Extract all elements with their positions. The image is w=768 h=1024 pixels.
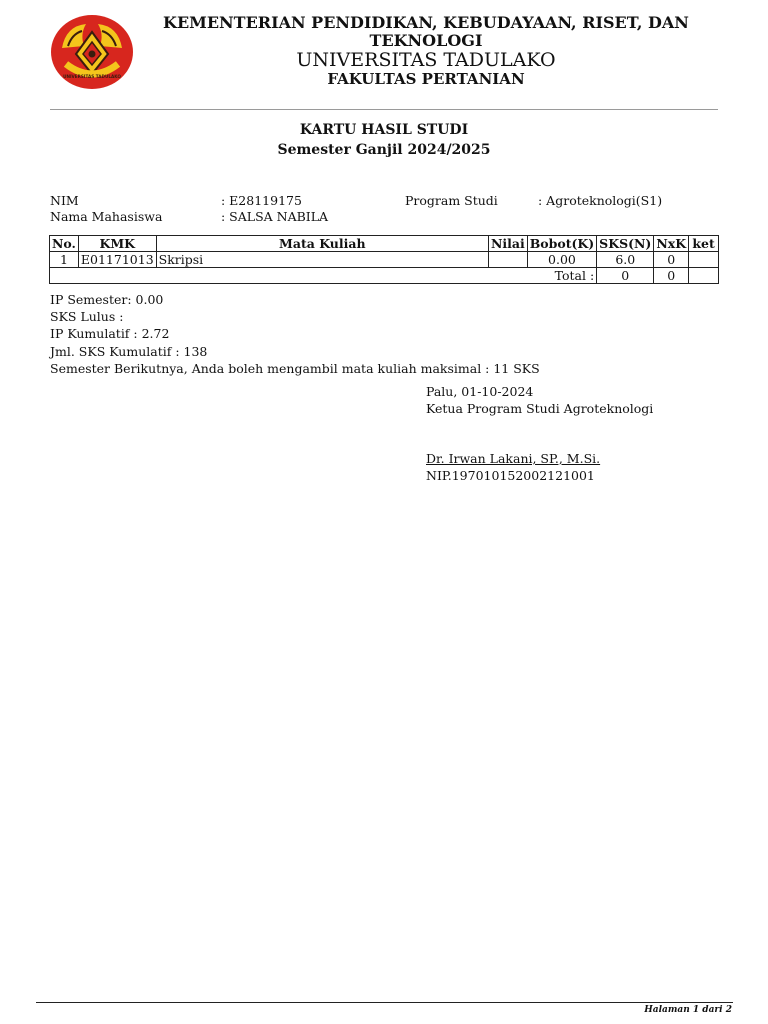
university-name: UNIVERSITAS TADULAKO xyxy=(296,48,556,71)
university-logo xyxy=(50,14,134,90)
page-number: Halaman 1 dari 2 xyxy=(644,1005,732,1015)
sks-lulus: SKS Lulus : xyxy=(50,309,124,325)
signer-position: Ketua Program Studi Agroteknologi xyxy=(426,401,654,416)
place-date: Palu, 01-10-2024 xyxy=(426,384,534,399)
cell-nilai xyxy=(488,252,527,268)
document-title: KARTU HASIL STUDI xyxy=(299,122,469,138)
header-ket: ket xyxy=(689,236,719,252)
total-sks: 0 xyxy=(597,268,654,284)
header-nilai: Nilai xyxy=(488,236,527,252)
cell-bobot: 0.00 xyxy=(527,252,596,268)
name-label: Nama Mahasiswa xyxy=(50,209,163,224)
program-value: : Agroteknologi(S1) xyxy=(538,193,663,208)
header-kmk: KMK xyxy=(78,236,156,252)
logo-text: UNIVERSITAS TADULAKO xyxy=(63,74,121,79)
header-divider xyxy=(50,109,718,110)
header-nxk: NxK xyxy=(654,236,689,252)
ip-semester: IP Semester: 0.00 xyxy=(50,292,164,307)
cell-nxk: 0 xyxy=(654,252,689,268)
study-summary xyxy=(50,291,540,377)
grades-table xyxy=(49,235,719,284)
cell-ket xyxy=(689,252,719,268)
total-nxk: 0 xyxy=(654,268,689,284)
cell-course: Skripsi xyxy=(156,252,488,268)
header-course: Mata Kuliah xyxy=(156,236,488,252)
letterhead xyxy=(150,14,702,88)
header-sks: SKS(N) xyxy=(597,236,654,252)
nim-value: : E28119175 xyxy=(221,193,302,208)
program-label: Program Studi xyxy=(405,193,498,208)
cell-kmk: E01171013 xyxy=(78,252,156,268)
nim-label: NIM xyxy=(50,193,79,208)
semester-title: Semester Ganjil 2024/2025 xyxy=(277,142,491,158)
cell-sks: 6.0 xyxy=(597,252,654,268)
header-no: No. xyxy=(50,236,79,252)
signer-name: Dr. Irwan Lakani, SP., M.Si. xyxy=(426,451,601,466)
cell-no: 1 xyxy=(50,252,79,268)
jml-sks-kumulatif: Jml. SKS Kumulatif : 138 xyxy=(50,343,208,359)
ministry-name: KEMENTERIAN PENDIDIKAN, KEBUDAYAAN, RISET, DAN TEKNOLOGI xyxy=(163,13,689,50)
header-bobot: Bobot(K) xyxy=(527,236,596,252)
name-value: : SALSA NABILA xyxy=(221,209,329,224)
total-ket xyxy=(689,268,719,284)
table-total-row xyxy=(50,268,719,284)
faculty-name: FAKULTAS PERTANIAN xyxy=(327,70,525,89)
ip-kumulatif: IP Kumulatif : 2.72 xyxy=(50,326,170,342)
table-header-row xyxy=(50,236,719,252)
total-label: Total : xyxy=(50,268,597,284)
next-semester-note: Semester Berikutnya, Anda boleh mengambil mata kuliah maksimal : 11 SKS xyxy=(50,360,540,376)
signer-nip: NIP.197010152002121001 xyxy=(426,468,595,483)
table-row xyxy=(50,252,719,268)
footer-divider xyxy=(36,1002,733,1003)
